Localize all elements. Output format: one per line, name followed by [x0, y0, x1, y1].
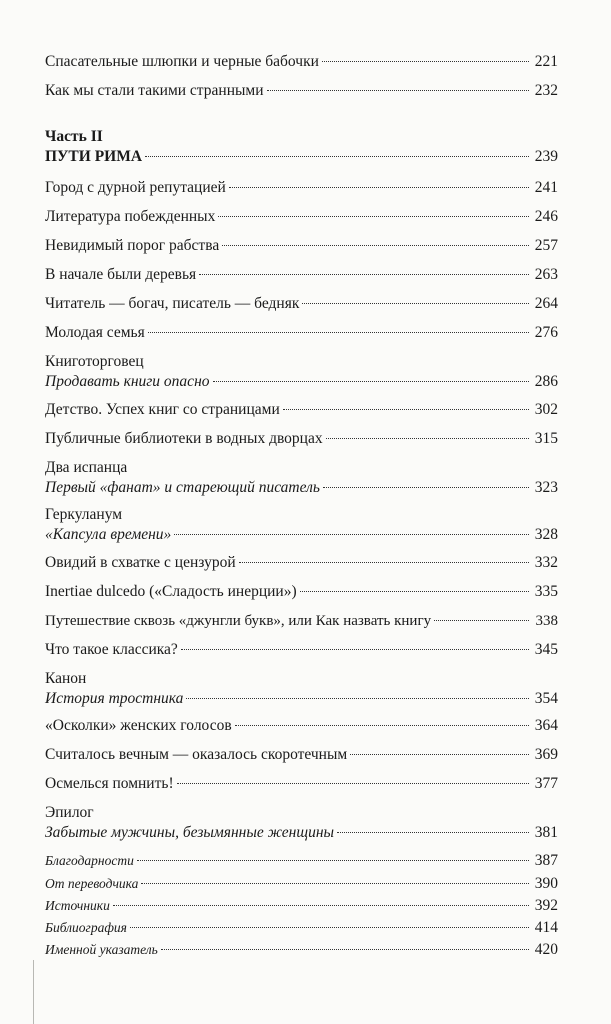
dot-leader: [218, 216, 529, 217]
toc-entry-title: Литература побежденных: [45, 208, 216, 225]
toc-entry-page: 323: [534, 479, 558, 496]
toc-entry-title: Публичные библиотеки в водных дворцах: [45, 430, 323, 447]
toc-entry: [45, 553, 558, 573]
dot-leader: [181, 649, 529, 650]
toc-entry: [45, 745, 558, 765]
toc-entry: [45, 294, 558, 314]
toc-entry: [45, 941, 558, 959]
toc-entry-page: 257: [534, 237, 558, 254]
toc-entry-page: 392: [534, 897, 558, 914]
toc-entry-title: Овидий в схватке с цензурой: [45, 554, 236, 571]
toc-entry-page: 286: [534, 373, 558, 390]
toc-entry-title: Что такое классика?: [45, 641, 178, 658]
toc-entry-with-heading: [45, 352, 558, 392]
toc-entry: [45, 852, 558, 870]
toc-entry-page: 221: [534, 53, 558, 70]
toc-entry: [45, 897, 558, 915]
toc-entry: [45, 716, 558, 736]
toc-entry-title: В начале были деревья: [45, 266, 197, 283]
toc-entry-page: 414: [534, 919, 558, 936]
toc-entry-title: Детство. Успех книг со страницами: [45, 401, 280, 418]
toc-entry-title: Именной указатель: [45, 942, 158, 957]
dot-leader: [302, 303, 529, 304]
toc-entry-title: Продавать книги опасно: [45, 373, 210, 390]
dot-leader: [222, 245, 529, 246]
toc-entry-page: 387: [534, 852, 558, 869]
toc-entry: [45, 611, 558, 631]
toc-entry-page: 232: [534, 82, 558, 99]
toc-entry: [45, 919, 558, 937]
dot-leader: [323, 487, 529, 488]
toc-entry-page: 354: [534, 690, 558, 707]
dot-leader: [300, 591, 529, 592]
toc-entry-heading: Эпилог: [45, 804, 94, 821]
toc-entry-with-heading: [45, 803, 558, 843]
dot-leader: [239, 562, 529, 563]
part-heading-block: [45, 127, 558, 167]
dot-leader: [283, 409, 529, 410]
toc-entry: [45, 774, 558, 794]
toc-entry: [45, 400, 558, 420]
toc-entry: [45, 429, 558, 449]
toc-entry-page: 381: [534, 824, 558, 841]
toc-entry-page: 241: [534, 179, 558, 196]
toc-entry-with-heading: [45, 669, 558, 709]
toc-entry-title: Inertiae dulcedo («Сладость инерции»): [45, 583, 297, 600]
dot-leader: [130, 927, 529, 928]
toc-entry-title: «Осколки» женских голосов: [45, 717, 232, 734]
dot-leader: [350, 754, 529, 755]
toc-entry: [45, 323, 558, 343]
toc-entry-title: Первый «фанат» и стареющий писатель: [45, 479, 320, 496]
toc-entry-title: Благодарности: [45, 853, 134, 868]
toc-entry: [45, 81, 558, 101]
toc-entry-heading: Геркуланум: [45, 506, 123, 523]
toc-entry-page: 263: [534, 266, 558, 283]
toc-entry: [45, 52, 558, 72]
toc-entry-title: История тростника: [45, 690, 184, 707]
dot-leader: [145, 156, 529, 157]
dot-leader: [322, 61, 529, 62]
toc-entry: [45, 875, 558, 893]
toc-entry-title: Молодая семья: [45, 324, 145, 341]
dot-leader: [326, 438, 529, 439]
dot-leader: [148, 332, 529, 333]
toc-entry: [45, 236, 558, 256]
toc-entry: [45, 582, 558, 602]
toc-entry-title: Читатель — богач, писатель — бедняк: [45, 295, 300, 312]
toc-entry-title: Осмелься помнить!: [45, 775, 174, 792]
part-title: ПУТИ РИМА: [45, 148, 143, 165]
dot-leader: [186, 698, 529, 699]
toc-entry: [45, 207, 558, 227]
toc-entry-page: 377: [534, 775, 558, 792]
toc-entry-heading: Канон: [45, 670, 87, 687]
toc-entry-heading: Книготорговец: [45, 353, 144, 370]
toc-entry-title: Спасательные шлюпки и черные бабочки: [45, 53, 319, 70]
dot-leader: [174, 534, 529, 535]
toc-entry-title: Считалось вечным — оказалось скоротечным: [45, 746, 348, 763]
toc-entry-page: 338: [535, 613, 558, 629]
toc-entry-page: 369: [534, 746, 558, 763]
toc-entry-title: Библиография: [45, 920, 127, 935]
toc-entry: [45, 178, 558, 198]
toc-entry-title: «Капсула времени»: [45, 526, 172, 543]
dot-leader: [337, 832, 529, 833]
toc-entry-page: 315: [534, 430, 558, 447]
dot-leader: [113, 905, 529, 906]
dot-leader: [137, 860, 529, 861]
toc-entry-with-heading: [45, 505, 558, 545]
page-edge-rule: [33, 960, 34, 1024]
toc-entry-page: 390: [534, 875, 558, 892]
toc-entry-title: Забытые мужчины, безымянные женщины: [45, 824, 335, 841]
toc-entry-page: 332: [534, 554, 558, 571]
toc-entry-page: 264: [534, 295, 558, 312]
toc-entry-page: 246: [534, 208, 558, 225]
dot-leader: [434, 620, 529, 621]
toc-entry-page: 276: [534, 324, 558, 341]
dot-leader: [199, 274, 529, 275]
toc-entry-heading: Два испанца: [45, 459, 128, 476]
dot-leader: [177, 783, 529, 784]
toc-entry: [45, 640, 558, 660]
toc-entry-title: От переводчика: [45, 876, 139, 891]
toc-entry-page: 328: [534, 526, 558, 543]
toc-entry-title: Город с дурной репутацией: [45, 179, 226, 196]
dot-leader: [141, 883, 529, 884]
toc-entry-title: Как мы стали такими странными: [45, 82, 264, 99]
toc-entry-page: 302: [534, 401, 558, 418]
toc-entry-page: 420: [534, 941, 558, 958]
dot-leader: [229, 187, 529, 188]
toc-entry-page: 239: [534, 148, 558, 165]
dot-leader: [235, 725, 529, 726]
toc-entry-title: Источники: [45, 898, 110, 913]
dot-leader: [267, 90, 529, 91]
dot-leader: [161, 949, 529, 950]
toc-entry-page: 364: [534, 717, 558, 734]
toc-entry-page: 345: [534, 641, 558, 658]
dot-leader: [213, 381, 529, 382]
toc-entry-title: Невидимый порог рабства: [45, 237, 220, 254]
toc-entry: [45, 265, 558, 285]
toc-entry-with-heading: [45, 458, 558, 498]
toc-entry-page: 335: [534, 583, 558, 600]
toc-entry-title: Путешествие сквозь «джунгли букв», или Как назвать книгу: [45, 613, 432, 629]
part-label: Часть II: [45, 128, 103, 145]
